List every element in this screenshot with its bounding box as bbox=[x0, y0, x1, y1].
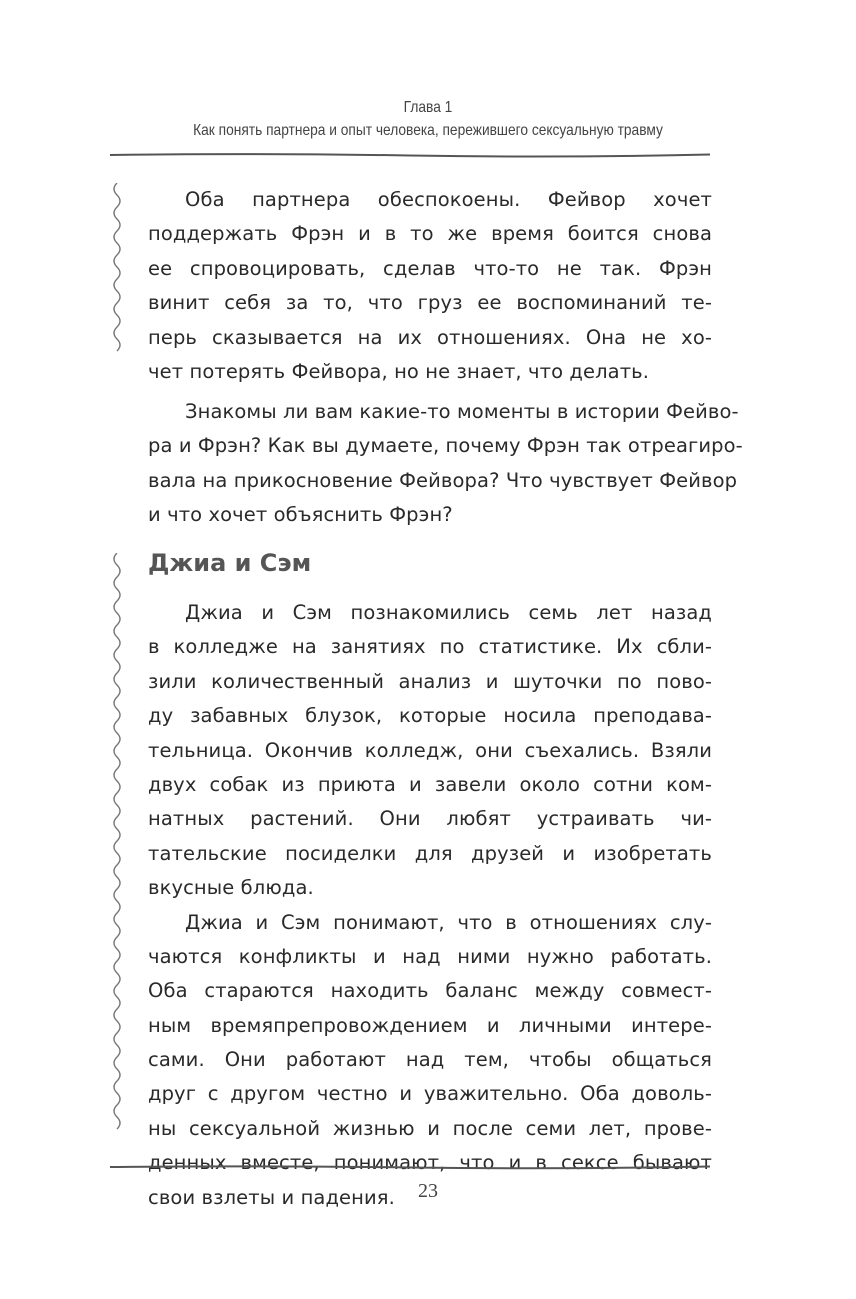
text-line: Джиа и Сэм познакомились семь лет назад bbox=[185, 601, 712, 624]
text-line: Оба партнера обеспокоены. Фейвор хочет bbox=[185, 188, 712, 211]
box1-text bbox=[148, 183, 712, 389]
text-line: Оба стараются находить баланс между совмест- bbox=[148, 979, 712, 1003]
text-line: ны сексуальной жизнью и после семи лет, прове- bbox=[148, 1116, 712, 1140]
text-line: ра и Фрэн? Как вы думаете, почему Фрэн так отреагиро- bbox=[148, 434, 743, 458]
questions-text bbox=[148, 395, 743, 533]
page-number: 23 bbox=[418, 1180, 438, 1202]
box2-text bbox=[148, 596, 712, 1215]
header-divider bbox=[110, 152, 710, 158]
section-heading: Джиа и Сэм bbox=[148, 549, 312, 577]
text-line: друг с другом честно и уважительно. Оба доволь- bbox=[148, 1082, 712, 1106]
chapter-label: Глава 1 bbox=[403, 99, 453, 116]
text-line: чет потерять Фейвора, но не знает, что делать. bbox=[148, 359, 650, 383]
text-line: перь сказывается на их отношениях. Она не хо- bbox=[148, 325, 712, 349]
text-line: и что хочет объяснить Фрэн? bbox=[148, 503, 453, 527]
footer-divider bbox=[110, 1164, 710, 1170]
box1-wavy-border bbox=[110, 183, 124, 355]
text-line: поддержать Фрэн и в то же время боится снова bbox=[148, 222, 712, 246]
text-line: тательские посиделки для друзей и изобретать bbox=[148, 841, 712, 865]
text-line: денных вместе, понимают, что и в сексе бывают bbox=[148, 1151, 712, 1175]
text-line: Джиа и Сэм понимают, что в отношениях слу- bbox=[185, 910, 712, 934]
text-line: Знакомы ли вам какие-то моменты в истории Фейво- bbox=[185, 400, 739, 423]
text-line: вала на прикосновение Фейвора? Что чувствует Фейвор bbox=[148, 468, 738, 492]
text-line: двух собак из приюта и завели около сотни ком- bbox=[148, 772, 712, 796]
text-line: вкусные блюда. bbox=[148, 876, 314, 900]
text-line: чаются конфликты и над ними нужно работать. bbox=[148, 944, 712, 968]
text-line: зили количественный анализ и шуточки по пово- bbox=[148, 669, 712, 693]
text-line: ду забавных блузок, которые носила преподава- bbox=[148, 704, 712, 728]
text-line: свои взлеты и падения. bbox=[148, 1185, 395, 1209]
text-line: в колледже на занятиях по статистике. Их сбли- bbox=[148, 635, 712, 659]
text-line: тельница. Окончив колледж, они съехались. Взяли bbox=[148, 738, 712, 762]
text-line: винит себя за то, что груз ее воспоминаний те- bbox=[148, 291, 712, 315]
box2-wavy-border bbox=[110, 553, 124, 1131]
text-line: ным времяпрепровождением и личными интере- bbox=[148, 1013, 712, 1037]
text-line: сами. Они работают над тем, чтобы общаться bbox=[148, 1048, 712, 1072]
chapter-subtitle: Как понять партнера и опыт человека, пережившего сексуальную травму bbox=[193, 122, 663, 139]
text-line: натных растений. Они любят устраивать чи- bbox=[148, 807, 712, 831]
text-line: ее спровоцировать, сделав что-то не так. Фрэн bbox=[148, 256, 712, 280]
